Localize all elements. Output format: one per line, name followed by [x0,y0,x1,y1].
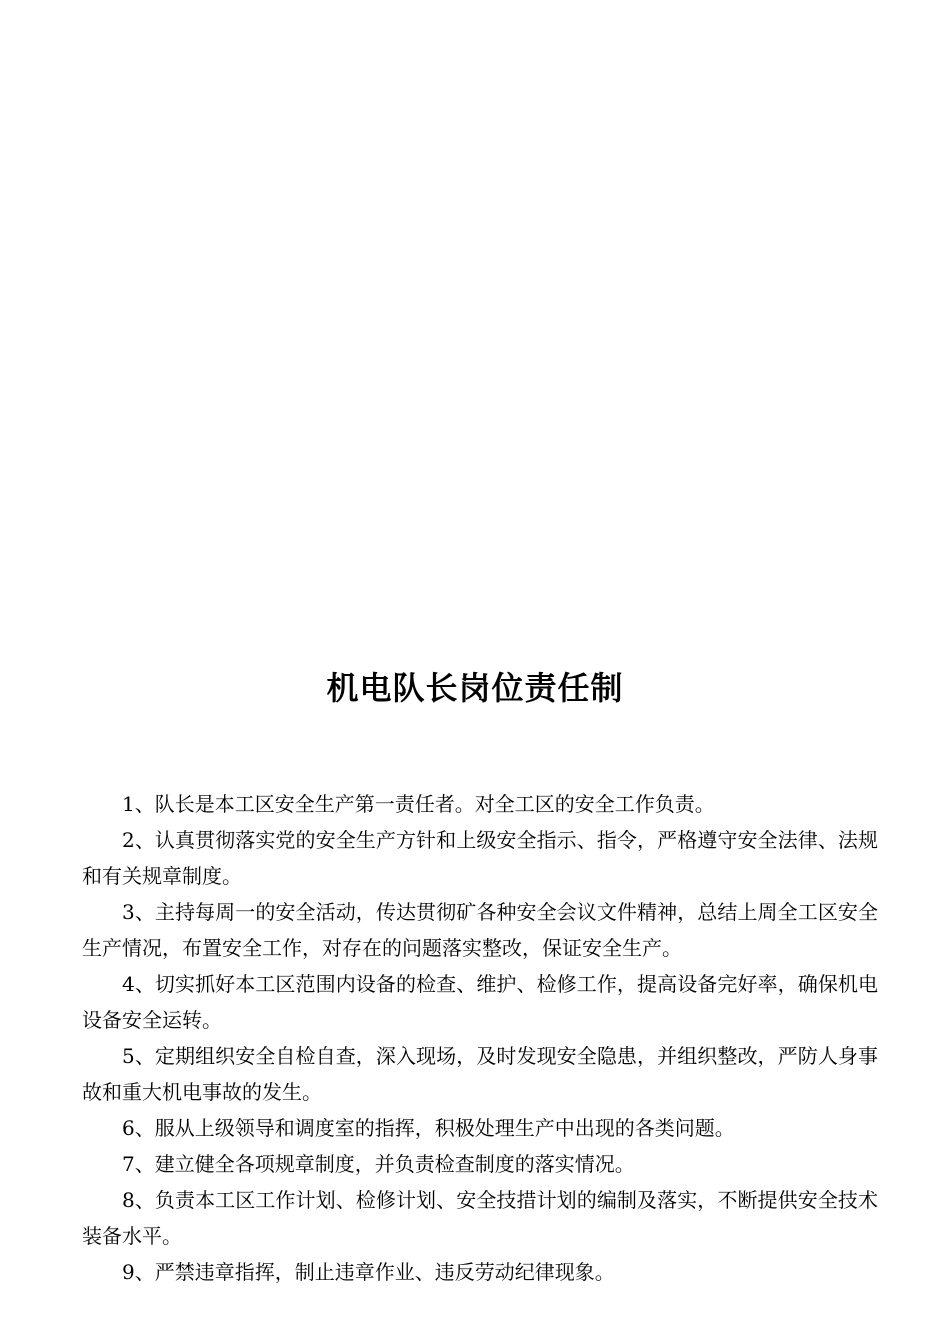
paragraph-6: 6、服从上级领导和调度室的指挥，积极处理生产中出现的各类问题。 [122,1116,735,1140]
paragraph-8: 8、负责本工区工作计划、检修计划、安全技措计划的编制及落实，不断提供安全技术装备水平。 [82,1188,878,1248]
paragraph-9: 9、严禁违章指挥，制止违章作业、违反劳动纪律现象。 [122,1260,615,1284]
paragraph-3: 3、主持每周一的安全活动，传达贯彻矿各种安全会议文件精神，总结上周全工区安全生产情况，布置安全工作，对存在的问题落实整改，保证安全生产。 [82,900,878,960]
document-title: 机电队长岗位责任制 [326,669,624,707]
document-body [82,786,878,1290]
paragraph-2: 2、认真贯彻落实党的安全生产方针和上级安全指示、指令，严格遵守安全法律、法规和有关规章制度。 [82,828,878,888]
paragraph-4: 4、切实抓好本工区范围内设备的检查、维护、检修工作，提高设备完好率，确保机电设备安全运转。 [82,972,878,1032]
paragraph-5: 5、定期组织安全自检自查，深入现场，及时发现安全隐患，并组织整改，严防人身事故和重大机电事故的发生。 [82,1044,878,1104]
paragraph-1: 1、队长是本工区安全生产第一责任者。对全工区的安全工作负责。 [122,792,715,816]
paragraph-7: 7、建立健全各项规章制度，并负责检查制度的落实情况。 [122,1152,635,1176]
